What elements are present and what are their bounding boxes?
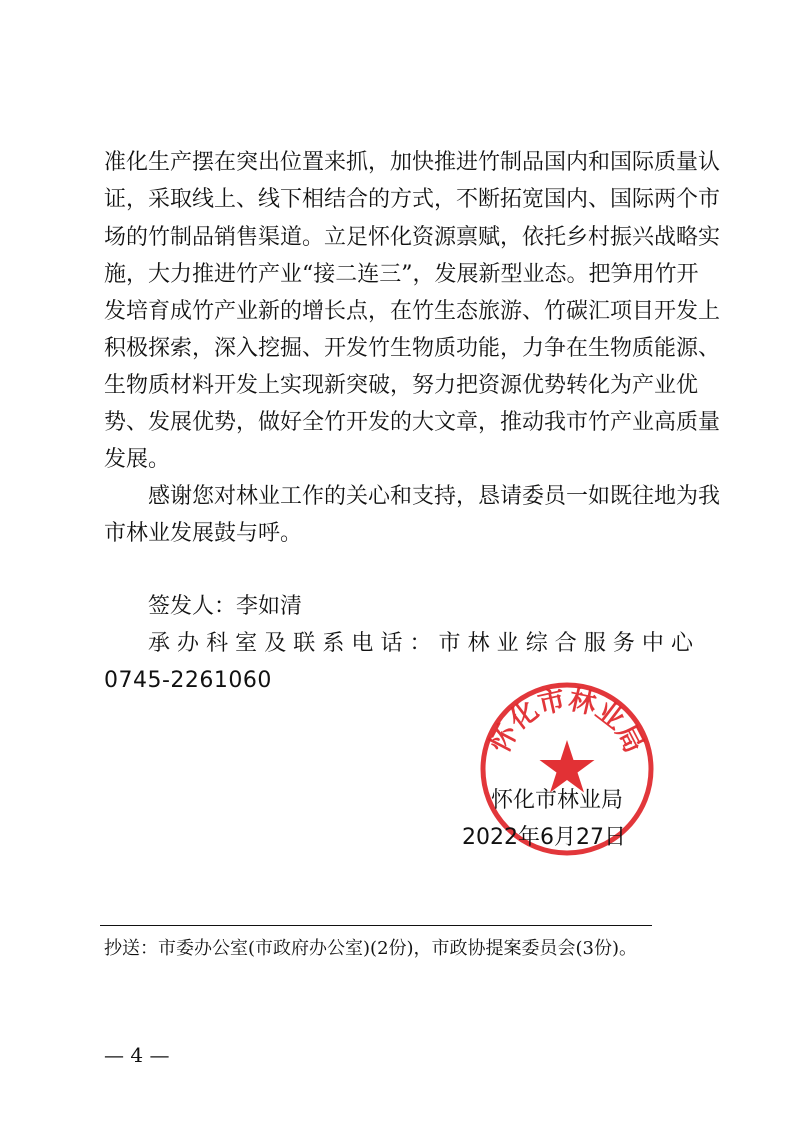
seal-text: 怀化市林业局 xyxy=(484,684,650,758)
contact-line: 承办科室及联系电话：市林业综合服务中心 xyxy=(148,631,693,656)
page-number: — 4 — xyxy=(104,1043,170,1067)
cc-divider xyxy=(100,925,652,926)
body-line-3: 场的竹制品销售渠道。立足怀化资源禀赋，依托乡村振兴战略实 xyxy=(104,225,721,250)
body-line-6: 积极探索，深入挖掘、开发竹生物质功能，力争在生物质能源、 xyxy=(104,336,721,361)
star-icon xyxy=(540,740,595,793)
body-line-8: 势、发展优势，做好全竹开发的大文章，推动我市竹产业高质量 xyxy=(104,410,721,435)
issuer-line: 签发人：李如清 xyxy=(148,594,303,619)
thanks-line-2: 市林业发展鼓与呼。 xyxy=(104,521,303,546)
signature-date: 2022年6月27日 xyxy=(462,825,626,850)
cc-line: 抄送：市委办公室(市政府办公室)(2份)，市政协提案委员会(3份)。 xyxy=(104,938,638,959)
phone-number: 0745-2261060 xyxy=(104,668,272,693)
body-line-4: 施，大力推进竹产业“接二连三”，发展新型业态。把笋用竹开 xyxy=(104,262,699,287)
thanks-line-1: 感谢您对林业工作的关心和支持，恳请委员一如既往地为我 xyxy=(148,484,721,509)
body-line-9: 发展。 xyxy=(104,447,171,472)
body-line-1: 准化生产摆在突出位置来抓，加快推进竹制品国内和国际质量认 xyxy=(104,150,721,175)
body-line-2: 证，采取线上、线下相结合的方式，不断拓宽国内、国际两个市 xyxy=(104,187,721,212)
body-line-5: 发培育成竹产业新的增长点，在竹生态旅游、竹碳汇项目开发上 xyxy=(104,299,721,324)
signature-organization: 怀化市林业局 xyxy=(491,788,624,813)
body-line-7: 生物质材料开发上实现新突破，努力把资源优势转化为产业优 xyxy=(104,373,699,398)
